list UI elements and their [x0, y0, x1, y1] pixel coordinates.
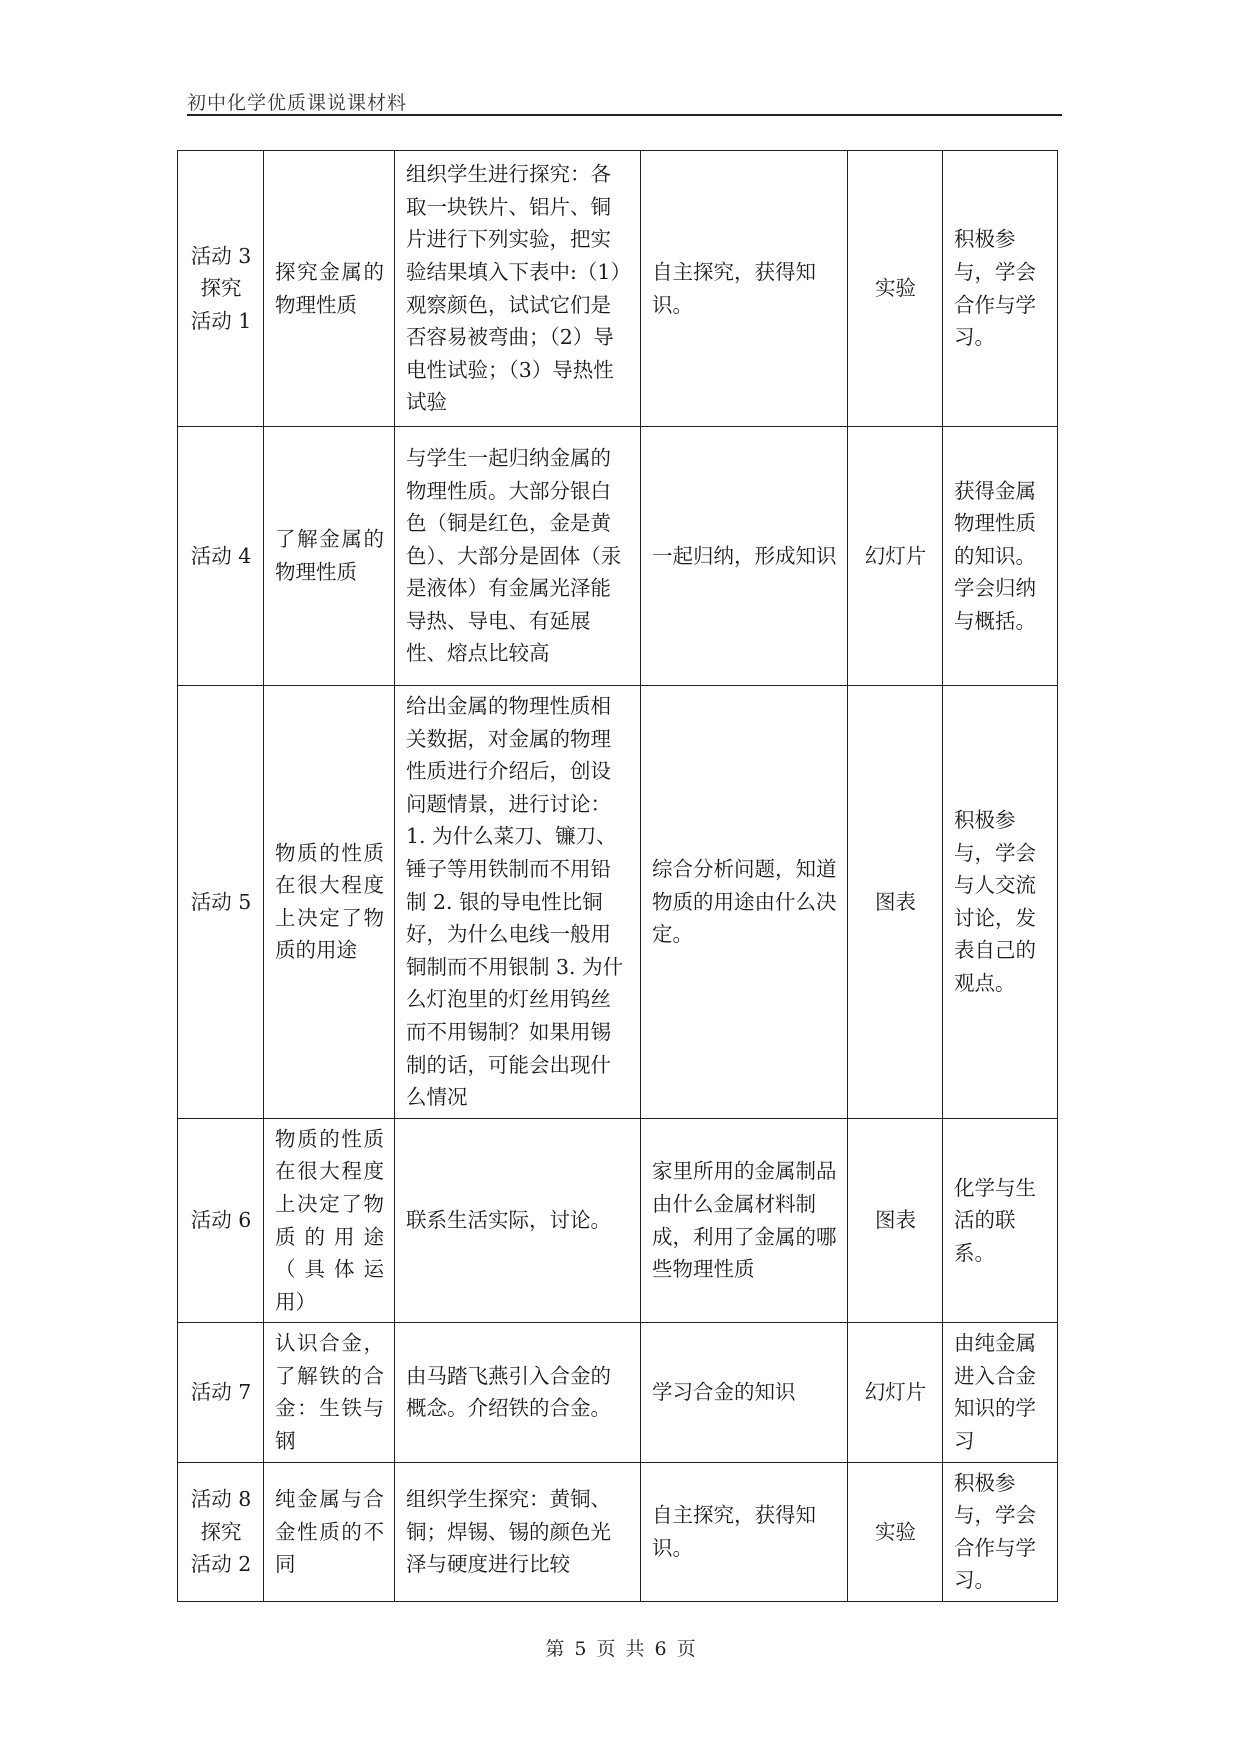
student-activity-cell: 家里所用的金属制品由什么金属材料制成，利用了金属的哪些物理性质 [641, 1118, 848, 1323]
table-row [178, 427, 1058, 686]
table-row [178, 1462, 1058, 1601]
goal-cell: 积极参与，学会与人交流讨论，发表自己的观点。 [943, 686, 1058, 1119]
student-activity-cell: 学习合金的知识 [641, 1323, 848, 1462]
activity-label: 活动 3 探究 活动 1 [190, 243, 252, 333]
media-cell: 实验 [848, 151, 943, 427]
teacher-activity-cell: 组织学生进行探究：各取一块铁片、铝片、铜片进行下列实验，把实验结果填入下表中:（1）观察颜色，试试它们是否容易被弯曲；（2）导电性试验；（3）导热性试验 [395, 151, 641, 427]
topic-cell: 纯金属与合金性质的不同 [264, 1462, 395, 1601]
table-row [178, 1118, 1058, 1323]
goal-cell: 获得金属物理性质的知识。学会归纳与概括。 [943, 427, 1058, 686]
activity-label: 活动 7 [190, 1380, 252, 1405]
topic-cell: 物质的性质在很大程度上决定了物质的用途（具体运用） [264, 1118, 395, 1323]
goal-cell: 积极参与，学会合作与学习。 [943, 151, 1058, 427]
teacher-activity-cell: 联系生活实际，讨论。 [395, 1118, 641, 1323]
media-cell: 图表 [848, 1118, 943, 1323]
activity-label: 活动 5 [190, 889, 252, 914]
header-title: 初中化学优质课说课材料 [187, 92, 408, 114]
table-row [178, 1323, 1058, 1462]
media-cell: 幻灯片 [848, 1323, 943, 1462]
table-row [178, 151, 1058, 427]
goal-cell: 化学与生活的联系。 [943, 1118, 1058, 1323]
student-activity-cell: 自主探究，获得知识。 [641, 151, 848, 427]
activity-cell [178, 1462, 264, 1601]
table-row [178, 686, 1058, 1119]
activity-cell [178, 686, 264, 1119]
activity-label: 活动 6 [190, 1208, 252, 1233]
lesson-plan-table [177, 150, 1058, 1602]
activity-cell [178, 427, 264, 686]
activity-cell [178, 1118, 264, 1323]
goal-cell: 积极参与，学会合作与学习。 [943, 1462, 1058, 1601]
teacher-activity-cell: 组织学生探究：黄铜、铜；焊锡、锡的颜色光泽与硬度进行比较 [395, 1462, 641, 1601]
student-activity-cell: 自主探究，获得知识。 [641, 1462, 848, 1601]
student-activity-cell: 综合分析问题，知道物质的用途由什么决定。 [641, 686, 848, 1119]
topic-cell: 物质的性质在很大程度上决定了物质的用途 [264, 686, 395, 1119]
media-cell: 图表 [848, 686, 943, 1119]
student-activity-cell: 一起归纳，形成知识 [641, 427, 848, 686]
teacher-activity-cell: 与学生一起归纳金属的物理性质。大部分银白色（铜是红色，金是黄色）、大部分是固体（汞是液体）有金属光泽能导热、导电、有延展性、熔点比较高 [395, 427, 641, 686]
goal-cell: 由纯金属进入合金知识的学习 [943, 1323, 1058, 1462]
activity-label: 活动 4 [190, 543, 252, 568]
topic-cell: 探究金属的物理性质 [264, 151, 395, 427]
activity-cell [178, 151, 264, 427]
activity-label: 活动 8 探究 活动 2 [190, 1486, 252, 1577]
teacher-activity-cell: 给出金属的物理性质相关数据，对金属的物理性质进行介绍后，创设问题情景，进行讨论：1. 为什么菜刀、镰刀、锤子等用铁制而不用铅制 2. 银的导电性比铜好，为什么电线一般用铜制而不用银制 3. 为什么灯泡里的灯丝用钨丝而不用锡制？如果用锡制的话，可能会出现什么情况 [395, 686, 641, 1119]
media-cell: 幻灯片 [848, 427, 943, 686]
activity-cell [178, 1323, 264, 1462]
header-rule [187, 114, 1062, 116]
media-cell: 实验 [848, 1462, 943, 1601]
topic-cell: 了解金属的物理性质 [264, 427, 395, 686]
page-number: 第 5 页 共 6 页 [545, 1638, 696, 1660]
topic-cell: 认识合金，了解铁的合金：生铁与钢 [264, 1323, 395, 1462]
teacher-activity-cell: 由马踏飞燕引入合金的概念。介绍铁的合金。 [395, 1323, 641, 1462]
